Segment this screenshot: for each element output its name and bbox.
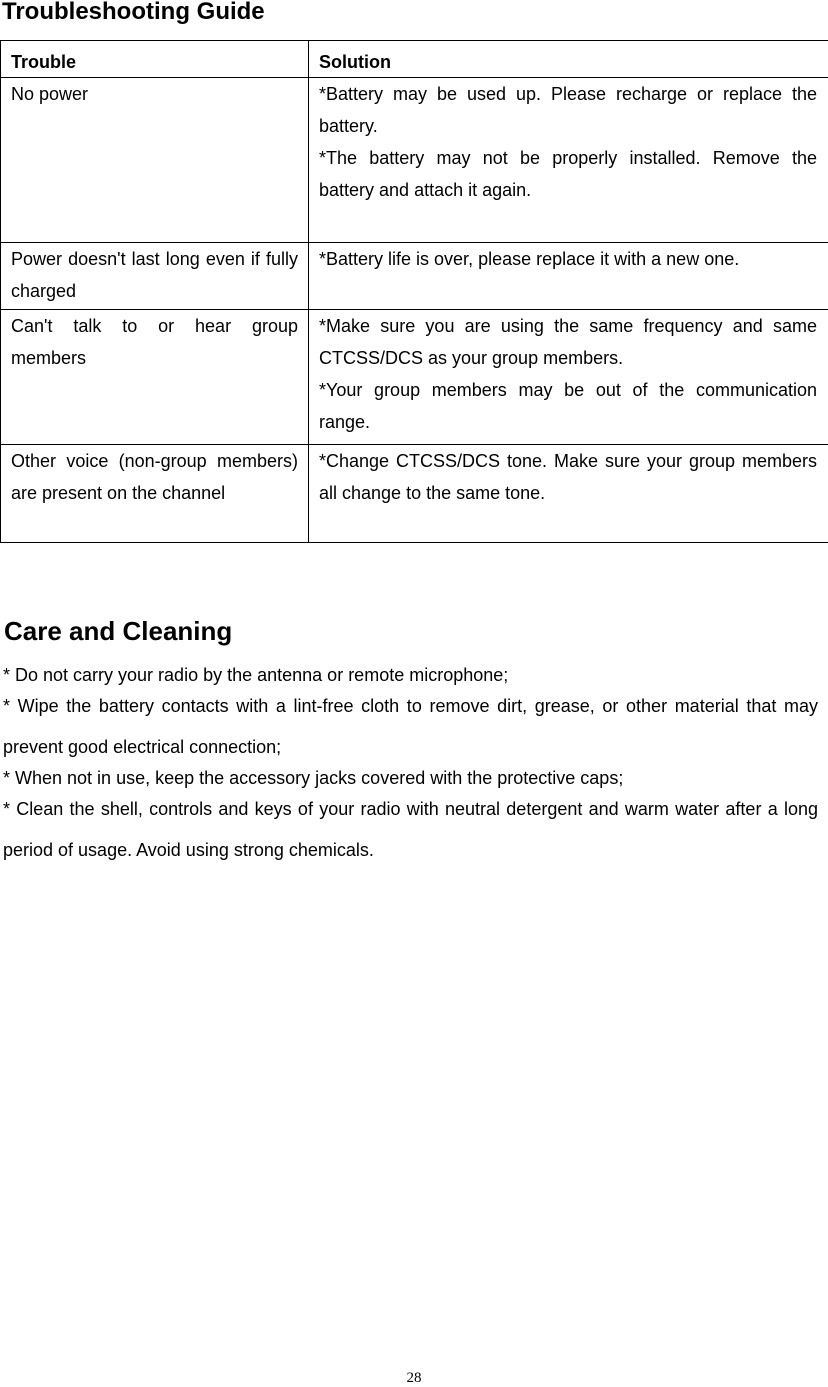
troubleshooting-table	[0, 40, 828, 543]
solution-cell	[309, 243, 828, 310]
trouble-cell: Other voice (non-group members) are present on the channel	[1, 445, 309, 543]
page-number: 28	[0, 1369, 828, 1387]
solution-column-header: Solution	[309, 41, 828, 78]
trouble-cell: No power	[1, 78, 309, 243]
solution-cell	[309, 445, 828, 543]
solution-cell	[309, 310, 828, 445]
solution-text: *Battery life is over, please replace it with a new one.	[319, 243, 817, 275]
solution-text: *Make sure you are using the same frequency and same CTCSS/DCS as your group members.	[319, 310, 817, 374]
solution-text: *Your group members may be out of the communication range.	[319, 374, 817, 438]
solution-text: *Change CTCSS/DCS tone. Make sure your group members all change to the same tone.	[319, 445, 817, 509]
care-cleaning-title: Care and Cleaning	[4, 613, 232, 649]
care-list	[3, 660, 818, 866]
table-row	[1, 310, 828, 445]
troubleshooting-title: Troubleshooting Guide	[2, 0, 265, 28]
table-row	[1, 78, 828, 243]
solution-cell	[309, 78, 828, 243]
table-row	[1, 445, 828, 543]
list-item: * When not in use, keep the accessory jacks covered with the protective caps;	[3, 763, 818, 794]
trouble-cell: Power doesn't last long even if fully charged	[1, 243, 309, 310]
trouble-cell: Can't talk to or hear group members	[1, 310, 309, 445]
list-item: * Do not carry your radio by the antenna or remote microphone;	[3, 660, 818, 691]
table-row	[1, 243, 828, 310]
solution-text: *The battery may not be properly installed. Remove the battery and attach it again.	[319, 142, 817, 206]
table-header-row	[1, 41, 828, 78]
solution-text: *Battery may be used up. Please recharge or replace the battery.	[319, 78, 817, 142]
trouble-column-header: Trouble	[1, 41, 309, 78]
list-item: * Wipe the battery contacts with a lint-free cloth to remove dirt, grease, or other material that may prevent good electrical connection;	[3, 686, 818, 768]
list-item: * Clean the shell, controls and keys of your radio with neutral detergent and warm water after a long period of usage. Avoid using strong chemicals.	[3, 789, 818, 871]
